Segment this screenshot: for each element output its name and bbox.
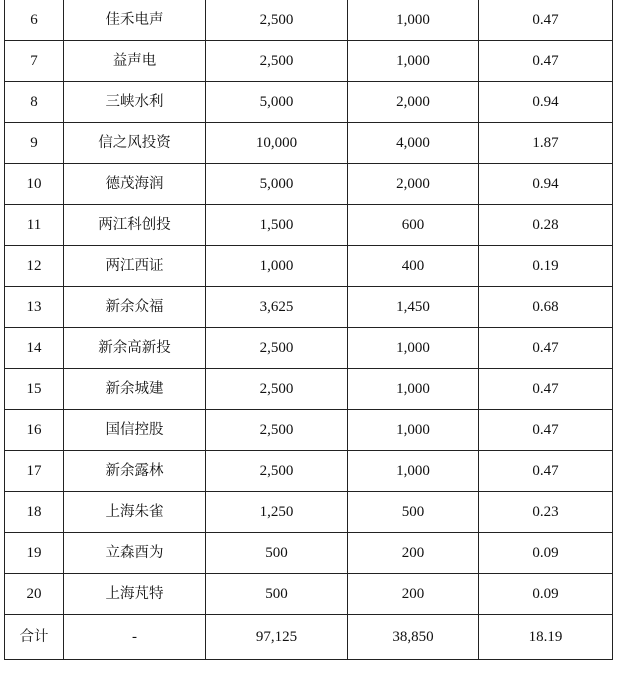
column-4-value: 1,000 <box>348 41 479 82</box>
shareholder-name: 德茂海润 <box>64 164 206 205</box>
column-3-value: 500 <box>206 574 348 615</box>
column-4-value: 1,000 <box>348 369 479 410</box>
row-number: 6 <box>5 0 64 41</box>
shareholder-name: 上海芃特 <box>64 574 206 615</box>
column-3-value: 5,000 <box>206 82 348 123</box>
column-4-value: 600 <box>348 205 479 246</box>
table-row <box>5 574 613 615</box>
column-4-value: 200 <box>348 574 479 615</box>
total-ratio: 18.19 <box>479 615 613 660</box>
total-name: - <box>64 615 206 660</box>
total-column-3: 97,125 <box>206 615 348 660</box>
shareholder-name: 两江科创投 <box>64 205 206 246</box>
table-row <box>5 82 613 123</box>
ratio-value: 0.68 <box>479 287 613 328</box>
table-row <box>5 369 613 410</box>
column-3-value: 2,500 <box>206 41 348 82</box>
table-row <box>5 410 613 451</box>
row-number: 20 <box>5 574 64 615</box>
shareholder-name: 佳禾电声 <box>64 0 206 41</box>
row-number: 9 <box>5 123 64 164</box>
shareholder-name: 上海朱雀 <box>64 492 206 533</box>
column-4-value: 1,000 <box>348 0 479 41</box>
column-3-value: 2,500 <box>206 451 348 492</box>
table-row <box>5 164 613 205</box>
ratio-value: 0.47 <box>479 0 613 41</box>
row-number: 12 <box>5 246 64 287</box>
column-3-value: 2,500 <box>206 0 348 41</box>
column-4-value: 500 <box>348 492 479 533</box>
column-3-value: 3,625 <box>206 287 348 328</box>
column-4-value: 2,000 <box>348 82 479 123</box>
column-4-value: 4,000 <box>348 123 479 164</box>
table-row <box>5 0 613 41</box>
shareholder-name: 国信控股 <box>64 410 206 451</box>
table-row <box>5 205 613 246</box>
total-label: 合计 <box>5 615 64 660</box>
table-row <box>5 533 613 574</box>
ratio-value: 0.23 <box>479 492 613 533</box>
shareholder-name: 新余高新投 <box>64 328 206 369</box>
total-column-4: 38,850 <box>348 615 479 660</box>
column-3-value: 500 <box>206 533 348 574</box>
row-number: 14 <box>5 328 64 369</box>
shareholder-name: 新余众福 <box>64 287 206 328</box>
column-4-value: 1,450 <box>348 287 479 328</box>
table-row <box>5 492 613 533</box>
column-3-value: 1,250 <box>206 492 348 533</box>
row-number: 10 <box>5 164 64 205</box>
ratio-value: 0.47 <box>479 41 613 82</box>
ratio-value: 0.09 <box>479 574 613 615</box>
ratio-value: 0.94 <box>479 164 613 205</box>
shareholder-name: 立森酉为 <box>64 533 206 574</box>
row-number: 17 <box>5 451 64 492</box>
table-row <box>5 246 613 287</box>
column-4-value: 1,000 <box>348 451 479 492</box>
ratio-value: 0.47 <box>479 369 613 410</box>
column-3-value: 2,500 <box>206 410 348 451</box>
column-4-value: 2,000 <box>348 164 479 205</box>
column-3-value: 2,500 <box>206 369 348 410</box>
row-number: 16 <box>5 410 64 451</box>
total-row <box>5 615 613 660</box>
row-number: 18 <box>5 492 64 533</box>
ratio-value: 1.87 <box>479 123 613 164</box>
table-row <box>5 41 613 82</box>
column-4-value: 1,000 <box>348 328 479 369</box>
column-3-value: 1,000 <box>206 246 348 287</box>
row-number: 13 <box>5 287 64 328</box>
row-number: 19 <box>5 533 64 574</box>
shareholder-name: 新余露林 <box>64 451 206 492</box>
column-3-value: 10,000 <box>206 123 348 164</box>
row-number: 8 <box>5 82 64 123</box>
column-3-value: 5,000 <box>206 164 348 205</box>
shareholder-table <box>4 0 613 660</box>
column-4-value: 200 <box>348 533 479 574</box>
ratio-value: 0.28 <box>479 205 613 246</box>
row-number: 15 <box>5 369 64 410</box>
ratio-value: 0.94 <box>479 82 613 123</box>
shareholder-name: 益声电 <box>64 41 206 82</box>
table-row <box>5 123 613 164</box>
ratio-value: 0.47 <box>479 451 613 492</box>
shareholder-name: 三峡水利 <box>64 82 206 123</box>
ratio-value: 0.47 <box>479 410 613 451</box>
table-row <box>5 451 613 492</box>
shareholder-name: 信之风投资 <box>64 123 206 164</box>
ratio-value: 0.47 <box>479 328 613 369</box>
column-3-value: 2,500 <box>206 328 348 369</box>
row-number: 11 <box>5 205 64 246</box>
column-3-value: 1,500 <box>206 205 348 246</box>
ratio-value: 0.19 <box>479 246 613 287</box>
table-row <box>5 287 613 328</box>
row-number: 7 <box>5 41 64 82</box>
ratio-value: 0.09 <box>479 533 613 574</box>
shareholder-name: 两江西证 <box>64 246 206 287</box>
shareholder-name: 新余城建 <box>64 369 206 410</box>
column-4-value: 1,000 <box>348 410 479 451</box>
column-4-value: 400 <box>348 246 479 287</box>
table-row <box>5 328 613 369</box>
